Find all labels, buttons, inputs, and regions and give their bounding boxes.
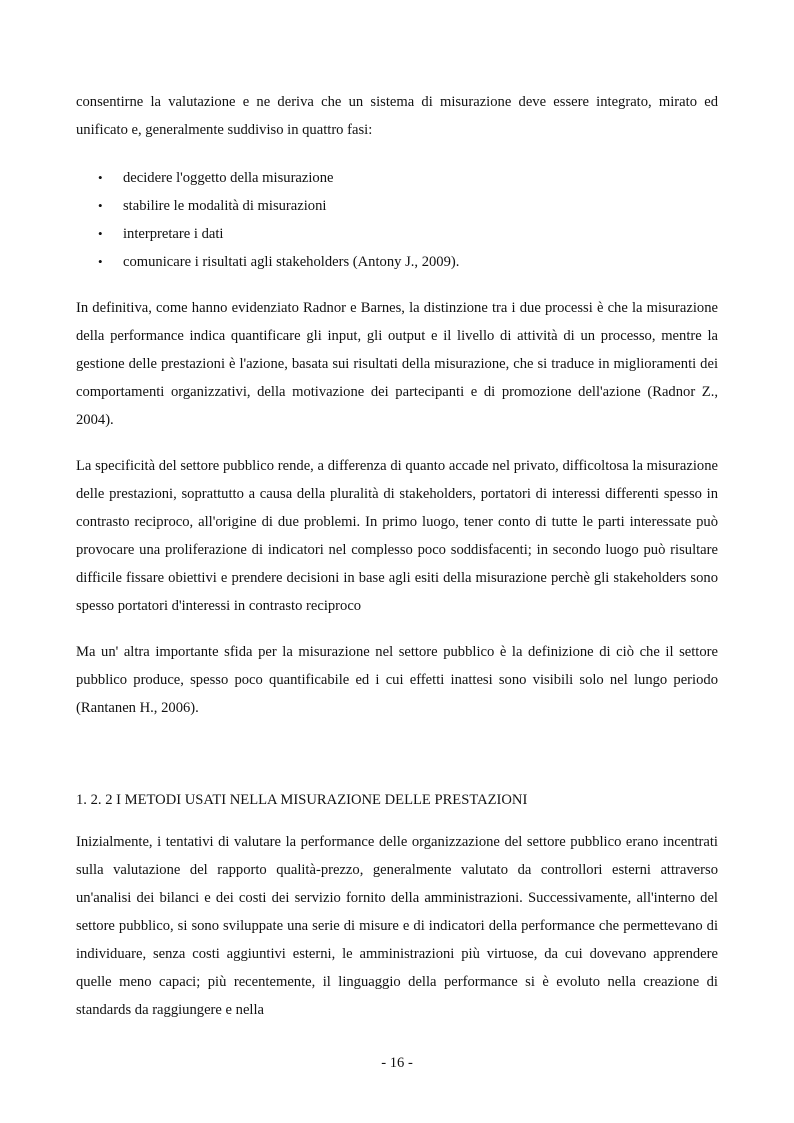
paragraph-specificity: La specificità del settore pubblico rende, a differenza di quanto accade nel privato, difficoltosa la misurazione delle prestazioni, soprattutto a causa della pluralità di stakeholders, portatori di interessi differenti spesso in contrasto reciproco, all'origine di due problemi. In primo luogo, tener conto di tutte le parti interessate può provocare una proliferazione di indicatori nel complesso poco soddisfacenti; in secondo luogo può risultare difficile fissare obiettivi e prendere decisioni in base agli esiti della misurazione perchè gli stakeholders sono spesso portatori d'interessi in contrasto reciproco	[76, 458, 718, 614]
bullet-icon: •	[98, 170, 103, 185]
bullet-icon: •	[98, 254, 103, 269]
list-item: • comunicare i risultati agli stakeholders (Antony J., 2009).	[76, 248, 718, 276]
intro-paragraph: consentirne la valutazione e ne deriva che un sistema di misurazione deve essere integrato, mirato ed unificato e, generalmente suddiviso in quattro fasi:	[76, 94, 718, 138]
paragraph-challenge: Ma un' altra importante sfida per la misurazione nel settore pubblico è la definizione di ciò che il settore pubblico produce, spesso poco quantificabile ed i cui effetti inattesi sono visibili solo nel lungo periodo (Rantanen H., 2006).	[76, 644, 718, 716]
page-body	[76, 88, 718, 1024]
list-item: • decidere l'oggetto della misurazione	[76, 164, 718, 192]
paragraph-definition: In definitiva, come hanno evidenziato Radnor e Barnes, la distinzione tra i due processi è che la misurazione della performance indica quantificare gli input, gli output e il livello di attività di un processo, mentre la gestione delle prestazioni è l'azione, basata sui risultati della misurazione, che si traduce in miglioramenti dei comportamenti organizzativi, della motivazione dei partecipanti e di promozione dell'azione (Radnor Z., 2004).	[76, 300, 718, 428]
section-heading: 1. 2. 2 I METODI USATI NELLA MISURAZIONE DELLE PRESTAZIONI	[76, 792, 528, 808]
list-item: • interpretare i dati	[76, 220, 718, 248]
page-number: - 16 -	[381, 1055, 413, 1071]
phase-list	[76, 164, 718, 276]
list-item: • stabilire le modalità di misurazioni	[76, 192, 718, 220]
bullet-icon: •	[98, 226, 103, 241]
paragraph-methods: Inizialmente, i tentativi di valutare la performance delle organizzazione del settore pubblico erano incentrati sulla valutazione del rapporto qualità-prezzo, generalmente valutato da controllori esterni attraverso un'analisi dei bilanci e dei costi dei servizio fornito della amministrazioni. Successivamente, all'interno del settore pubblico, si sono sviluppate una serie di misure e di indicatori della performance che permettevano di individuare, senza costi aggiuntivi esterni, le amministrazioni più virtuose, da cui dovevano apprendere quelle meno capaci; più recentemente, il linguaggio della performance si è evoluto nella creazione di standards da raggiungere e nella	[76, 834, 718, 1018]
bullet-icon: •	[98, 198, 103, 213]
